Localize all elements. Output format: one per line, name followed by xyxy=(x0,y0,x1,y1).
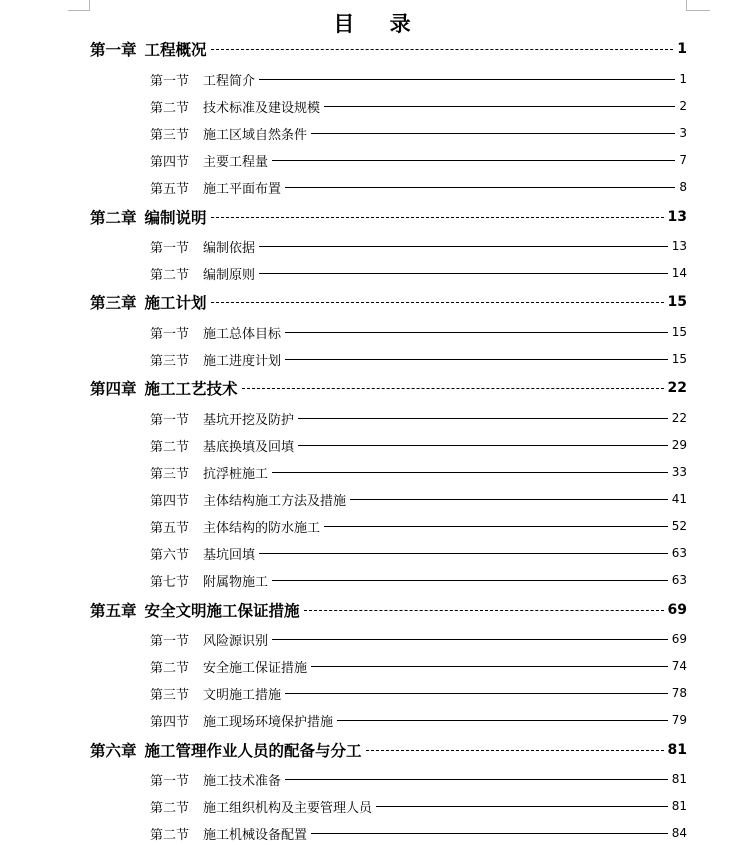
toc-leader-line xyxy=(242,388,664,389)
toc-page-number: 79 xyxy=(671,713,687,727)
toc-page-number: 13 xyxy=(671,239,687,253)
toc-section-row[interactable] xyxy=(150,654,687,678)
toc-leader-line xyxy=(211,302,664,303)
toc-leader-line xyxy=(298,445,668,446)
toc-section-row[interactable] xyxy=(150,627,687,651)
toc-section-row[interactable] xyxy=(150,460,687,484)
toc-chapter-row[interactable] xyxy=(90,376,687,400)
toc-section-row[interactable] xyxy=(150,67,687,91)
toc-entry-number: 第三章 xyxy=(90,293,137,312)
toc-page-number: 1 xyxy=(677,41,687,57)
toc-entry-title: 安全施工保证措施 xyxy=(203,660,308,676)
toc-page-number: 81 xyxy=(667,742,687,758)
toc-entry-number: 第四章 xyxy=(90,379,137,398)
toc-page-number: 33 xyxy=(671,465,687,479)
toc-leader-line xyxy=(350,499,668,500)
toc-entry-title: 施工工艺技术 xyxy=(144,379,238,398)
toc-leader-line xyxy=(259,273,668,274)
toc-entry-number: 第四节 xyxy=(150,154,190,170)
toc-entry-number: 第一节 xyxy=(150,412,190,428)
toc-leader-line xyxy=(298,418,668,419)
toc-entry-number: 第五节 xyxy=(150,181,190,197)
toc-section-row[interactable] xyxy=(150,767,687,791)
toc-section-row[interactable] xyxy=(150,406,687,430)
toc-entry-number: 第三节 xyxy=(150,353,190,369)
toc-section-row[interactable] xyxy=(150,261,687,285)
toc-section-row[interactable] xyxy=(150,347,687,371)
toc-leader-line xyxy=(259,79,675,80)
toc-leader-line xyxy=(259,553,668,554)
toc-entry-title: 主体结构的防水施工 xyxy=(203,520,321,536)
toc-entry-number: 第三节 xyxy=(150,466,190,482)
toc-leader-line xyxy=(272,639,668,640)
toc-leader-line xyxy=(366,750,664,751)
toc-entry-title: 基坑回填 xyxy=(203,547,256,563)
toc-entry-title: 编制原则 xyxy=(203,267,256,283)
toc-entry-number: 第一章 xyxy=(90,40,137,59)
toc-page-number: 13 xyxy=(667,209,687,225)
toc-section-row[interactable] xyxy=(150,320,687,344)
toc-entry-title: 主要工程量 xyxy=(203,154,269,170)
toc-chapter-row[interactable] xyxy=(90,205,687,229)
toc-entry-number: 第二节 xyxy=(150,827,190,843)
toc-entry-title: 编制说明 xyxy=(144,208,207,227)
toc-page-number: 63 xyxy=(671,573,687,587)
toc-leader-line xyxy=(285,332,668,333)
toc-page-number: 14 xyxy=(671,266,687,280)
toc-leader-line xyxy=(259,246,668,247)
toc-section-row[interactable] xyxy=(150,514,687,538)
toc-entry-title: 工程简介 xyxy=(203,73,256,89)
toc-leader-line xyxy=(311,833,668,834)
toc-page-number: 84 xyxy=(671,826,687,840)
toc-section-row[interactable] xyxy=(150,821,687,845)
toc-entry-title: 施工管理作业人员的配备与分工 xyxy=(144,741,362,760)
toc-leader-line xyxy=(324,526,668,527)
toc-entry-number: 第五章 xyxy=(90,601,137,620)
toc-section-row[interactable] xyxy=(150,681,687,705)
toc-page-number: 15 xyxy=(671,325,687,339)
toc-leader-line xyxy=(285,779,668,780)
toc-entry-title: 施工组织机构及主要管理人员 xyxy=(203,800,373,816)
toc-entry-title: 安全文明施工保证措施 xyxy=(144,601,300,620)
toc-entry-number: 第一节 xyxy=(150,240,190,256)
toc-leader-line xyxy=(311,133,675,134)
toc-page-number: 81 xyxy=(671,799,687,813)
toc-leader-line xyxy=(376,806,668,807)
toc-entry-title: 主体结构施工方法及措施 xyxy=(203,493,347,509)
toc-leader-line xyxy=(211,217,664,218)
toc-page-number: 7 xyxy=(679,153,687,167)
toc-entry-title: 文明施工措施 xyxy=(203,687,282,703)
toc-page-number: 63 xyxy=(671,546,687,560)
toc-page-number: 69 xyxy=(671,632,687,646)
toc-leader-line xyxy=(324,106,675,107)
toc-entry-title: 施工区域自然条件 xyxy=(203,127,308,143)
toc-entry-title: 施工机械设备配置 xyxy=(203,827,308,843)
toc-entry-title: 技术标准及建设规模 xyxy=(203,100,321,116)
toc-chapter-row[interactable] xyxy=(90,598,687,622)
toc-entry-number: 第六节 xyxy=(150,547,190,563)
toc-page-number: 22 xyxy=(671,411,687,425)
toc-leader-line xyxy=(285,359,668,360)
toc-entry-title: 风险源识别 xyxy=(203,633,269,649)
toc-leader-line xyxy=(337,720,668,721)
toc-entry-number: 第二节 xyxy=(150,800,190,816)
page-title: 目 录 xyxy=(333,11,425,36)
toc-entry-number: 第二节 xyxy=(150,100,190,116)
toc-entry-title: 施工现场环境保护措施 xyxy=(203,714,334,730)
toc-entry-number: 第三节 xyxy=(150,127,190,143)
toc-entry-title: 施工进度计划 xyxy=(203,353,282,369)
toc-entry-title: 施工总体目标 xyxy=(203,326,282,342)
toc-chapter-row[interactable] xyxy=(90,738,687,762)
toc-section-row[interactable] xyxy=(150,148,687,172)
toc-entry-number: 第一节 xyxy=(150,73,190,89)
toc-page-number: 3 xyxy=(679,126,687,140)
toc-page-number: 41 xyxy=(671,492,687,506)
toc-section-row[interactable] xyxy=(150,487,687,511)
toc-page-number: 78 xyxy=(671,686,687,700)
toc-entry-number: 第六章 xyxy=(90,741,137,760)
toc-chapter-row[interactable] xyxy=(90,37,687,61)
toc-section-row[interactable] xyxy=(150,541,687,565)
toc-section-row[interactable] xyxy=(150,94,687,118)
toc-leader-line xyxy=(272,472,668,473)
toc-entry-number: 第四节 xyxy=(150,493,190,509)
toc-page-number: 2 xyxy=(679,99,687,113)
toc-entry-number: 第七节 xyxy=(150,574,190,590)
toc-section-row[interactable] xyxy=(150,794,687,818)
toc-entry-number: 第三节 xyxy=(150,687,190,703)
toc-section-row[interactable] xyxy=(150,433,687,457)
toc-page-number: 22 xyxy=(667,380,687,396)
toc-leader-line xyxy=(211,49,674,50)
toc-entry-title: 附属物施工 xyxy=(203,574,269,590)
toc-entry-number: 第一节 xyxy=(150,773,190,789)
toc-entry-title: 施工平面布置 xyxy=(203,181,282,197)
toc-section-row[interactable] xyxy=(150,234,687,258)
toc-page-number: 8 xyxy=(679,180,687,194)
toc-page-number: 1 xyxy=(679,72,687,86)
toc-entry-number: 第二节 xyxy=(150,439,190,455)
toc-leader-line xyxy=(304,610,664,611)
toc-entry-title: 编制依据 xyxy=(203,240,256,256)
toc-section-row[interactable] xyxy=(150,121,687,145)
toc-entry-title: 抗浮桩施工 xyxy=(203,466,269,482)
toc-leader-line xyxy=(285,187,675,188)
toc-page-number: 74 xyxy=(671,659,687,673)
toc-entry-title: 施工计划 xyxy=(144,293,207,312)
toc-page-number: 15 xyxy=(667,294,687,310)
toc-entry-number: 第二节 xyxy=(150,660,190,676)
toc-entry-title: 施工技术准备 xyxy=(203,773,282,789)
toc-leader-line xyxy=(272,160,675,161)
toc-section-row[interactable] xyxy=(150,708,687,732)
toc-section-row[interactable] xyxy=(150,175,687,199)
toc-entry-number: 第一节 xyxy=(150,326,190,342)
toc-section-row[interactable] xyxy=(150,568,687,592)
toc-page-number: 29 xyxy=(671,438,687,452)
toc-entry-number: 第四节 xyxy=(150,714,190,730)
toc-entry-number: 第五节 xyxy=(150,520,190,536)
toc-entry-number: 第一节 xyxy=(150,633,190,649)
toc-page-number: 15 xyxy=(671,352,687,366)
toc-entry-number: 第二节 xyxy=(150,267,190,283)
toc-chapter-row[interactable] xyxy=(90,290,687,314)
toc-page-number: 52 xyxy=(671,519,687,533)
toc-leader-line xyxy=(285,693,668,694)
toc-entry-number: 第二章 xyxy=(90,208,137,227)
toc-entry-title: 基坑开挖及防护 xyxy=(203,412,295,428)
toc-entry-title: 工程概况 xyxy=(144,40,207,59)
toc-leader-line xyxy=(272,580,668,581)
toc-entry-title: 基底换填及回填 xyxy=(203,439,295,455)
toc-leader-line xyxy=(311,666,668,667)
toc-page-number: 81 xyxy=(671,772,687,786)
toc-page-number: 69 xyxy=(667,602,687,618)
